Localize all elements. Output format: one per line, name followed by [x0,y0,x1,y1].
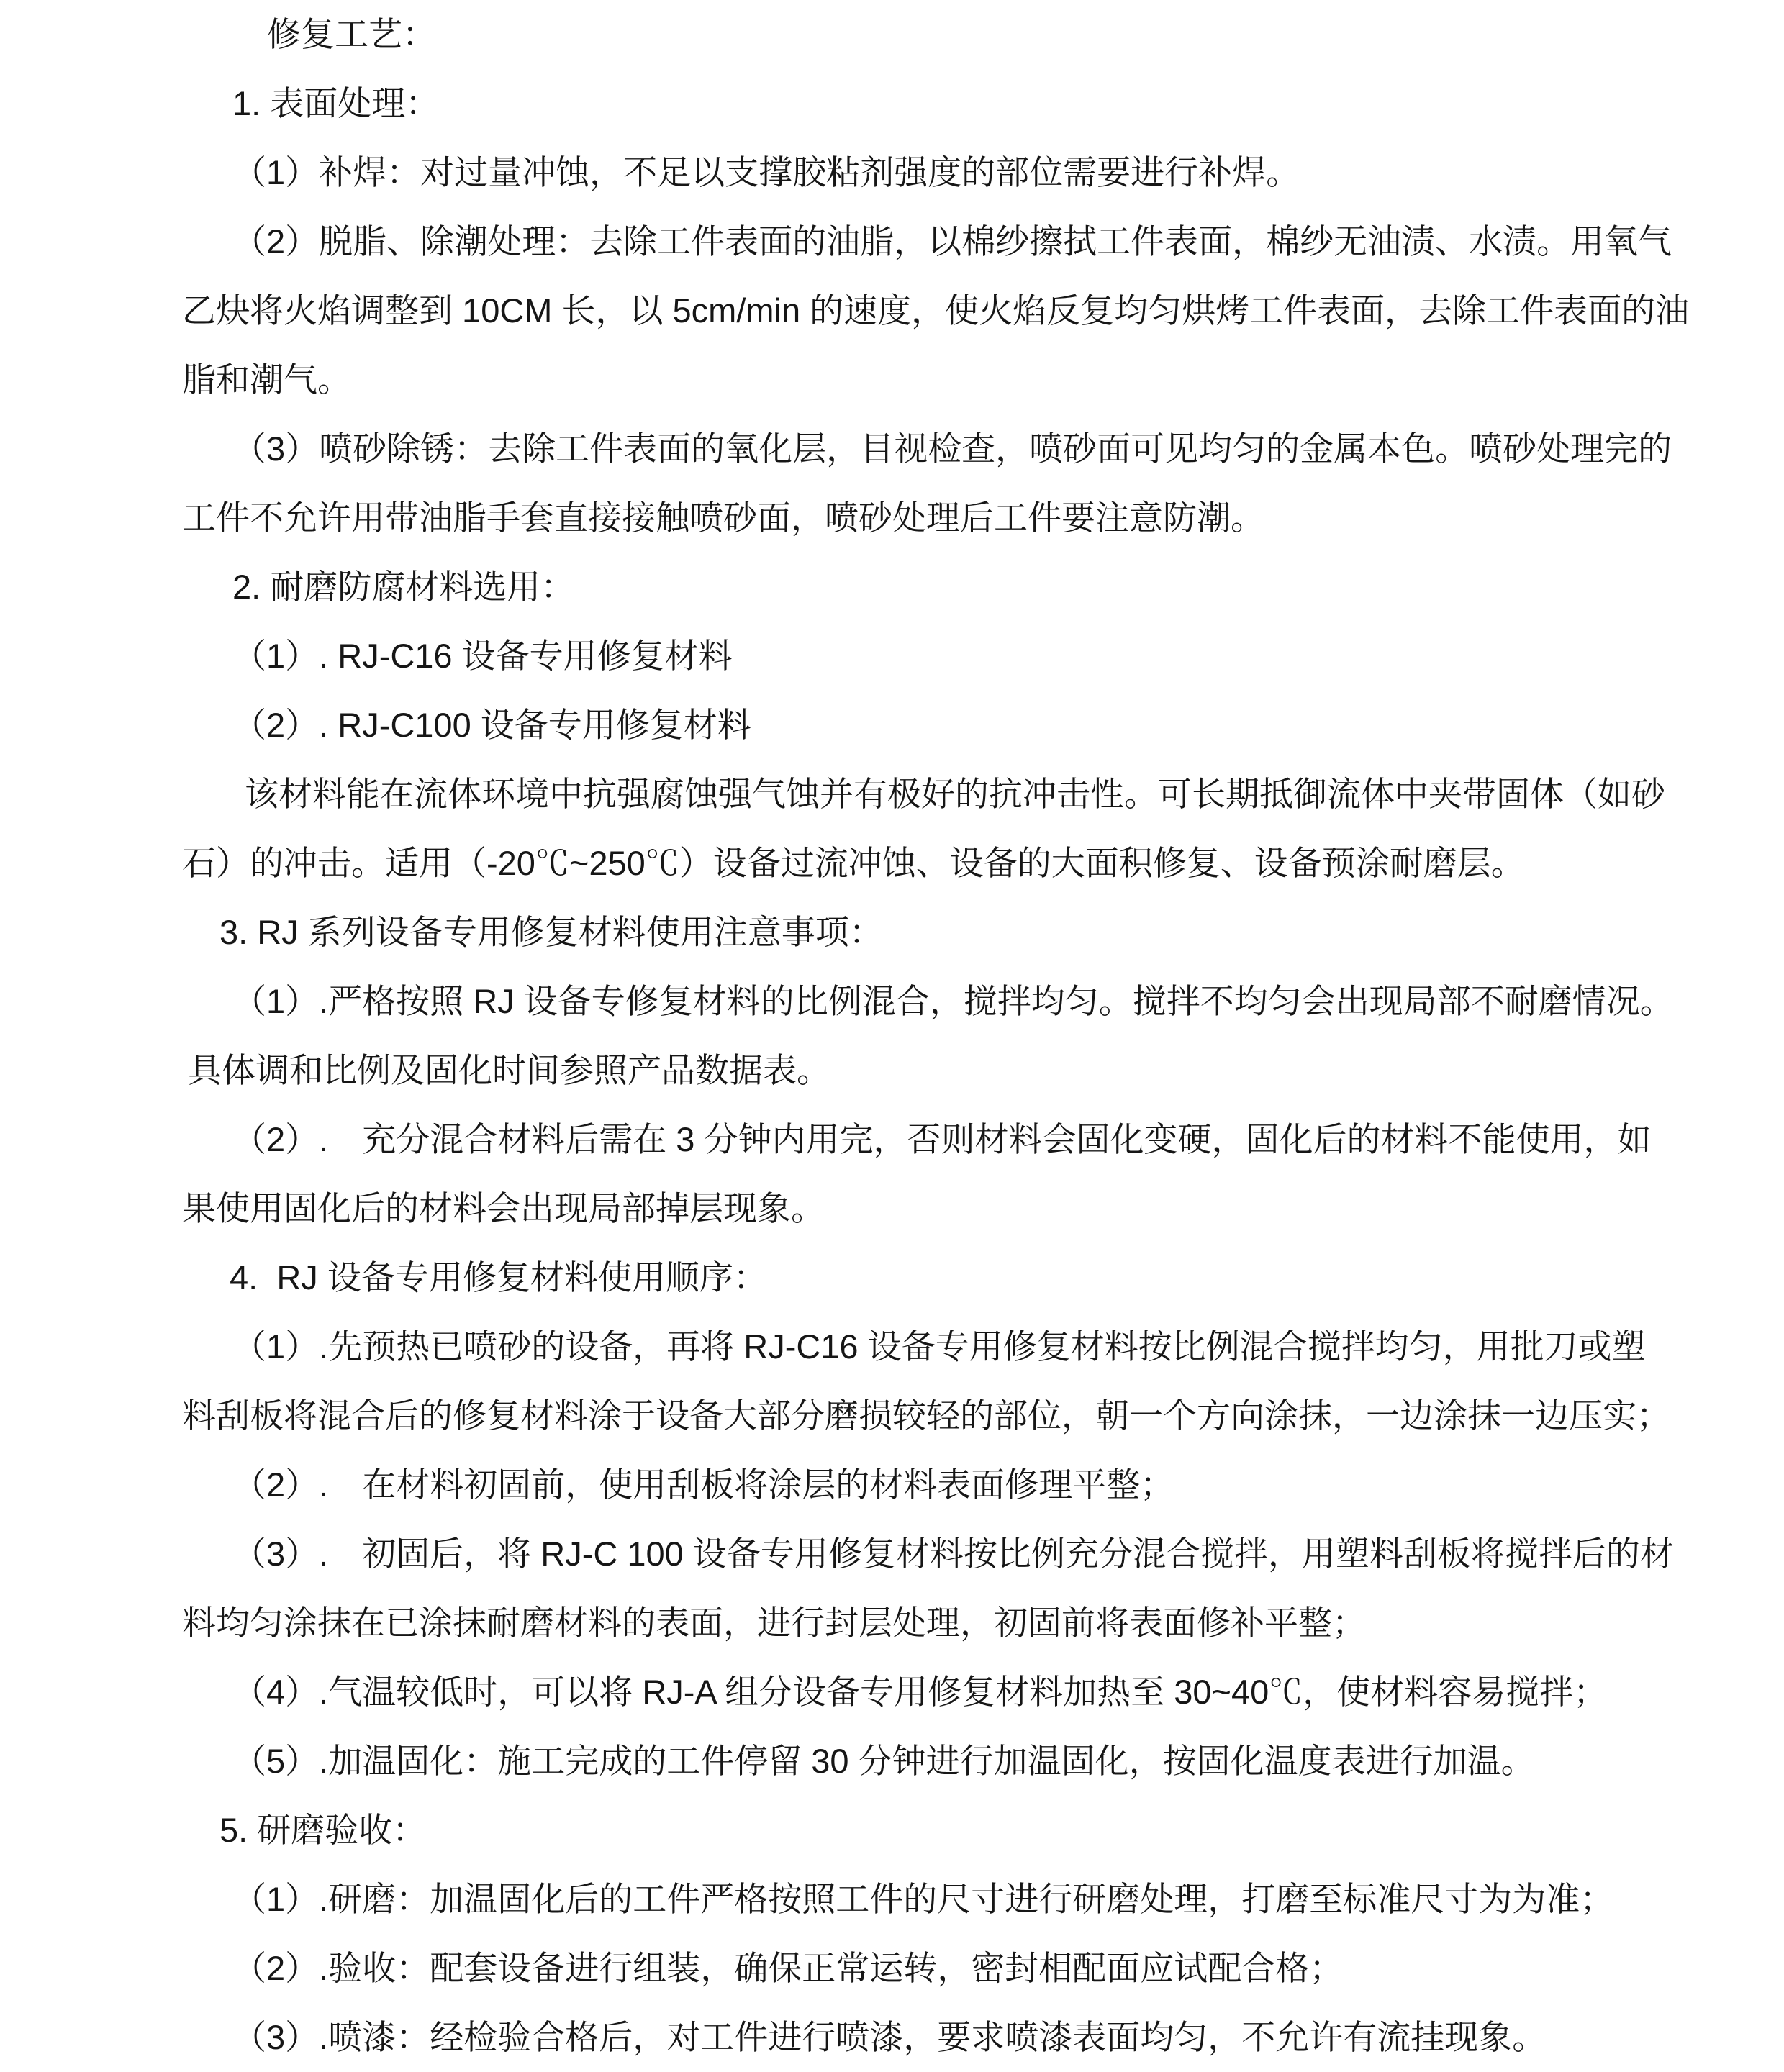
doc-line: （1）.先预热已喷砂的设备，再将 RJ-C16 设备专用修复材料按比例混合搅拌均匀，用批刀或塑 [232,1327,1646,1366]
doc-line: （3）. 初固后，将 RJ-C 100 设备专用修复材料按比例充分混合搅拌，用塑料刮板将搅拌后的材 [232,1535,1674,1573]
doc-line: （4）.气温较低时，可以将 RJ-A 组分设备专用修复材料加热至 30~40℃，使材料容易搅拌； [232,1673,1608,1711]
doc-line-section-3: 3. RJ 系列设备专用修复材料使用注意事项： [219,913,883,951]
doc-line-section-1: 1. 表面处理： [232,84,440,122]
doc-line-section-5: 5. 研磨验收： [219,1811,427,1849]
doc-line-section-2: 2. 耐磨防腐材料选用： [232,568,575,606]
doc-line: （2）. RJ-C100 设备专用修复材料 [232,706,751,744]
doc-line: 料均匀涂抹在已涂抹耐磨材料的表面，进行封层处理，初固前将表面修补平整； [182,1604,1366,1642]
doc-line: （2）. 在材料初固前，使用刮板将涂层的材料表面修理平整； [232,1466,1174,1504]
doc-line: （5）.加温固化：施工完成的工件停留 30 分钟进行加温固化，按固化温度表进行加温。 [232,1742,1535,1780]
doc-line: 乙炔将火焰调整到 10CM 长，以 5cm/min 的速度，使火焰反复均匀烘烤工件表面，去除工件表面的油 [182,291,1690,330]
doc-line-section-4: 4. RJ 设备专用修复材料使用顺序： [230,1258,767,1296]
doc-line: 脂和潮气。 [182,360,351,399]
doc-line: （1）补焊：对过量冲蚀，不足以支撑胶粘剂强度的部位需要进行补焊。 [232,153,1300,191]
doc-line: 具体调和比例及固化时间参照产品数据表。 [188,1051,830,1089]
doc-line: （2）脱脂、除潮处理：去除工件表面的油脂，以棉纱擦拭工件表面，棉纱无油渍、水渍。用氧气 [232,222,1672,260]
doc-line: 工件不允许用带油脂手套直接接触喷砂面，喷砂处理后工件要注意防潮。 [182,499,1264,537]
doc-line: （3）喷砂除锈：去除工件表面的氧化层，目视检查，喷砂面可见均匀的金属本色。喷砂处理完的 [232,430,1672,468]
doc-line: （2）.验收：配套设备进行组装，确保正常运转，密封相配面应试配合格； [232,1949,1344,1987]
doc-line: 果使用固化后的材料会出现局部掉层现象。 [182,1189,825,1227]
doc-line-title: 修复工艺： [267,15,436,53]
doc-line: （1）.研磨：加温固化后的工件严格按照工件的尺寸进行研磨处理，打磨至标准尺寸为为准； [232,1880,1614,1918]
doc-line: （1）.严格按照 RJ 设备专修复材料的比例混合，搅拌均匀。搅拌不均匀会出现局部不耐磨情况。 [232,982,1674,1020]
doc-line: 石）的冲击。适用（-20℃~250℃）设备过流冲蚀、设备的大面积修复、设备预涂耐磨层。 [182,844,1525,882]
doc-line: 该材料能在流体环境中抗强腐蚀强气蚀并有极好的抗冲击性。可长期抵御流体中夹带固体（如砂 [245,775,1665,813]
doc-line: （2）. 充分混合材料后需在 3 分钟内用完，否则材料会固化变硬，固化后的材料不能使用，如 [232,1120,1652,1158]
doc-line: （1）. RJ-C16 设备专用修复材料 [232,637,733,675]
doc-line: 料刮板将混合后的修复材料涂于设备大部分磨损较轻的部位，朝一个方向涂抹，一边涂抹一边压实； [182,1396,1670,1435]
doc-line: （3）.喷漆：经检验合格后，对工件进行喷漆，要求喷漆表面均匀，不允许有流挂现象。 [232,2018,1547,2056]
